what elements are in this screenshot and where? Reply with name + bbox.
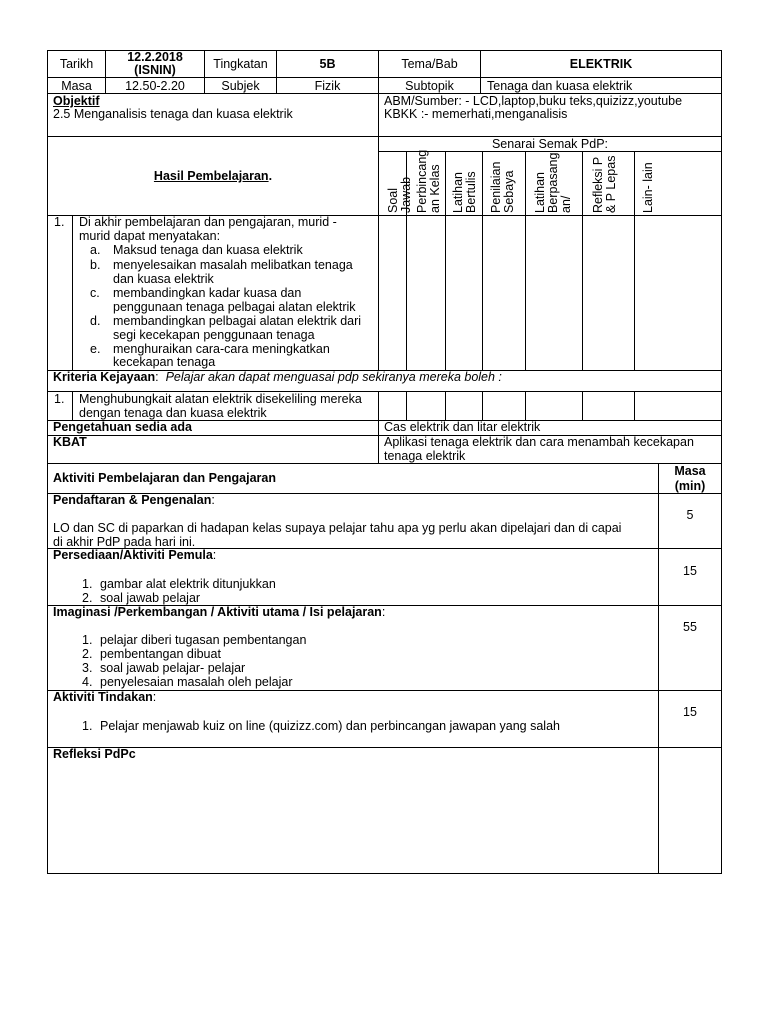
kriteria-check-6 bbox=[582, 391, 635, 421]
hasil-item-c-line2: penggunaan tenaga pelbagai alatan elektrik bbox=[113, 300, 356, 314]
persediaan-item-2: soal jawab pelajar bbox=[100, 591, 201, 605]
kriteria-text: Pelajar akan dapat menguasai pdp sekiranya mereka boleh : bbox=[165, 370, 502, 384]
kbat-label: KBAT bbox=[53, 435, 87, 449]
hasil-check-3 bbox=[445, 215, 483, 371]
kriteria-colon: : bbox=[155, 370, 159, 384]
senarai-title: Senarai Semak PdP: bbox=[491, 137, 609, 151]
hasil-intro-line1: Di akhir pembelajaran dan pengajaran, murid - bbox=[79, 215, 337, 229]
imaginasi-minutes: 55 bbox=[683, 620, 697, 634]
hasil-check-4 bbox=[482, 215, 526, 371]
imaginasi-item-3: soal jawab pelajar- pelajar bbox=[100, 661, 246, 675]
hasil-item-e-letter: e. bbox=[90, 342, 101, 356]
kriteria-check-7 bbox=[634, 391, 722, 421]
tingkatan-label: Tingkatan bbox=[213, 57, 268, 71]
subtopik-value: Tenaga dan kuasa elektrik bbox=[487, 79, 633, 93]
persediaan-title: Persediaan/Aktiviti Pemula bbox=[53, 548, 213, 562]
tarikh-value-day: (ISNIN) bbox=[134, 63, 176, 77]
kriteria-label: Kriteria Kejayaan bbox=[53, 370, 156, 384]
hasil-intro-line2: murid dapat menyatakan: bbox=[79, 229, 221, 243]
imaginasi-item-1-num: 1. bbox=[82, 633, 93, 647]
hasil-item-e-line2: kecekapan tenaga bbox=[113, 355, 216, 369]
kriteria-line bbox=[53, 370, 502, 384]
pendaftaran-text-line2: di akhir PdP pada hari ini. bbox=[53, 535, 196, 549]
hasil-item-d-line2: segi kecekapan penggunaan tenaga bbox=[113, 328, 315, 342]
masa-min-line2: (min) bbox=[674, 479, 706, 493]
imaginasi-item-4: penyelesaian masalah oleh pelajar bbox=[100, 675, 293, 689]
tingkatan-value: 5B bbox=[319, 57, 336, 71]
imaginasi-title-line bbox=[53, 605, 385, 619]
hasil-number-cell bbox=[47, 215, 73, 371]
objektif-text: 2.5 Menganalisis tenaga dan kuasa elektrik bbox=[53, 107, 293, 121]
tema-value: ELEKTRIK bbox=[569, 57, 633, 71]
tindakan-item-1-num: 1. bbox=[82, 719, 93, 733]
hasil-item-c-letter: c. bbox=[90, 286, 100, 300]
checklist-header-lain-lain: Lain- lain bbox=[641, 162, 655, 213]
kbkk-text: KBKK :- memerhati,menganalisis bbox=[384, 107, 568, 121]
imaginasi-item-1: pelajar diberi tugasan pembentangan bbox=[100, 633, 307, 647]
persediaan-minutes: 15 bbox=[683, 564, 697, 578]
checklist-header-penilaian-sebaya: Penilaian Sebaya bbox=[489, 161, 516, 213]
checklist-header-perbincangan: Perbincang an Kelas bbox=[415, 149, 442, 213]
tarikh-label: Tarikh bbox=[59, 57, 94, 71]
persediaan-colon: : bbox=[212, 548, 217, 562]
persediaan-item-1-num: 1. bbox=[82, 577, 93, 591]
aktiviti-title: Aktiviti Pembelajaran dan Pengajaran bbox=[53, 471, 276, 485]
hasil-item-a-letter: a. bbox=[90, 243, 101, 257]
hasil-item-d-letter: d. bbox=[90, 314, 101, 328]
kbat-label-cell bbox=[47, 435, 379, 464]
hasil-number: 1. bbox=[54, 215, 65, 229]
persediaan-title-line bbox=[53, 548, 216, 562]
pendaftaran-title-line bbox=[53, 493, 215, 507]
tindakan-title: Aktiviti Tindakan bbox=[53, 690, 153, 704]
refleksi-title: Refleksi PdPc bbox=[53, 747, 136, 761]
hasil-item-b-letter: b. bbox=[90, 258, 101, 272]
hasil-item-b-line2: dan kuasa elektrik bbox=[113, 272, 214, 286]
hasil-item-a-text: Maksud tenaga dan kuasa elektrik bbox=[113, 243, 303, 257]
refleksi-minutes-cell bbox=[658, 747, 722, 874]
hasil-check-1 bbox=[378, 215, 407, 371]
persediaan-item-1: gambar alat elektrik ditunjukkan bbox=[100, 577, 276, 591]
tarikh-value-date: 12.2.2018 bbox=[127, 50, 183, 64]
subjek-label: Subjek bbox=[221, 79, 260, 93]
masa-value: 12.50-2.20 bbox=[125, 79, 185, 93]
kbat-value-line1: Aplikasi tenaga elektrik dan cara menambah kecekapan bbox=[384, 435, 694, 449]
kriteria-check-5 bbox=[525, 391, 583, 421]
hasil-check-5 bbox=[525, 215, 583, 371]
pengetahuan-label: Pengetahuan sedia ada bbox=[53, 420, 192, 434]
objektif-title: Objektif bbox=[53, 94, 100, 108]
tindakan-colon: : bbox=[152, 690, 157, 704]
imaginasi-minutes-cell bbox=[658, 605, 722, 691]
kriteria-check-1 bbox=[378, 391, 407, 421]
persediaan-item-2-num: 2. bbox=[82, 591, 93, 605]
imaginasi-title: Imaginasi /Perkembangan / Aktiviti utama / Isi pelajaran bbox=[53, 605, 382, 619]
tema-label: Tema/Bab bbox=[401, 57, 458, 71]
hasil-item-c-line1: membandingkan kadar kuasa dan bbox=[113, 286, 302, 300]
imaginasi-colon: : bbox=[381, 605, 386, 619]
kriteria-item-line1: Menghubungkait alatan elektrik disekeliling mereka bbox=[79, 392, 362, 406]
masa-min-line1: Masa bbox=[674, 464, 706, 478]
hasil-check-6 bbox=[582, 215, 635, 371]
pengetahuan-value: Cas elektrik dan litar elektrik bbox=[384, 420, 541, 434]
pendaftaran-title: Pendaftaran & Pengenalan bbox=[53, 493, 212, 507]
pendaftaran-minutes: 5 bbox=[686, 508, 694, 522]
checklist-header-soal-jawab: Soal Jawab bbox=[386, 176, 413, 213]
subjek-value: Fizik bbox=[314, 79, 341, 93]
hasil-pembelajaran-title: Hasil Pembelajaran. bbox=[153, 169, 273, 183]
kriteria-check-4 bbox=[482, 391, 526, 421]
refleksi-cell bbox=[47, 747, 659, 874]
hasil-check-7 bbox=[634, 215, 722, 371]
pendaftaran-text-line1: LO dan SC di paparkan di hadapan kelas supaya pelajar tahu apa yg perlu akan dipelajari dan di capai bbox=[53, 521, 622, 535]
pendaftaran-colon: : bbox=[211, 493, 215, 507]
tindakan-title-line bbox=[53, 690, 156, 704]
tindakan-minutes-cell bbox=[658, 690, 722, 748]
tindakan-item-1: Pelajar menjawab kuiz on line (quizizz.com) dan perbincangan jawapan yang salah bbox=[100, 719, 560, 733]
hasil-check-2 bbox=[406, 215, 446, 371]
kriteria-check-3 bbox=[445, 391, 483, 421]
kriteria-number: 1. bbox=[54, 392, 65, 406]
subtopik-label: Subtopik bbox=[405, 79, 454, 93]
imaginasi-item-2: pembentangan dibuat bbox=[100, 647, 221, 661]
tindakan-minutes: 15 bbox=[683, 705, 697, 719]
imaginasi-item-4-num: 4. bbox=[82, 675, 93, 689]
checklist-header-latihan-bertulis: Latihan Bertulis bbox=[451, 171, 478, 213]
hasil-item-e-line1: menghuraikan cara-cara meningkatkan bbox=[113, 342, 330, 356]
kriteria-item-line2: dengan tenaga dan kuasa elektrik bbox=[79, 406, 267, 420]
hasil-item-b-line1: menyelesaikan masalah melibatkan tenaga bbox=[113, 258, 353, 272]
masa-label: Masa bbox=[61, 79, 92, 93]
checklist-header-refleksi: Refleksi P & P Lepas bbox=[591, 155, 618, 213]
hasil-item-d-line1: membandingkan pelbagai alatan elektrik dari bbox=[113, 314, 362, 328]
kbat-value-line2: tenaga elektrik bbox=[384, 449, 466, 463]
checklist-header-latihan-berpasangan: Latihan Berpasang an/ bbox=[533, 152, 573, 213]
imaginasi-item-3-num: 3. bbox=[82, 661, 93, 675]
imaginasi-item-2-num: 2. bbox=[82, 647, 93, 661]
kriteria-check-2 bbox=[406, 391, 446, 421]
abm-text: ABM/Sumber: - LCD,laptop,buku teks,quizizz,youtube bbox=[384, 94, 683, 108]
